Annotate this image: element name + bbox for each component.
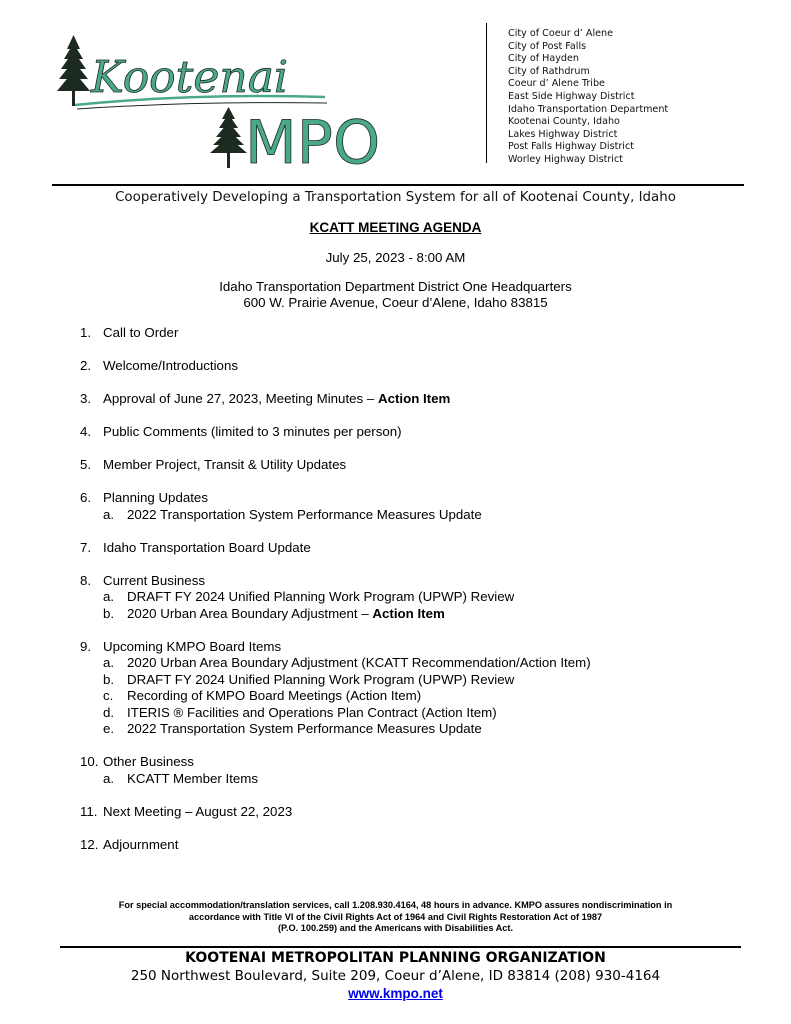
agenda-subitem bbox=[103, 688, 740, 705]
agenda-item-text: Other Business bbox=[103, 754, 194, 769]
pine-tree-icon bbox=[57, 35, 90, 106]
agenda-item-number: 9. bbox=[80, 638, 92, 654]
member-agency: City of Rathdrum bbox=[508, 65, 590, 77]
agenda-item-number: 11. bbox=[80, 803, 98, 819]
agenda-item bbox=[80, 457, 740, 474]
agenda-item bbox=[80, 754, 740, 787]
organization-address: 250 Northwest Boulevard, Suite 209, Coeur d’Alene, ID 83814 (208) 930-4164 bbox=[130, 968, 661, 984]
agenda-item bbox=[80, 837, 740, 854]
subitem-letter: b. bbox=[103, 671, 115, 687]
member-agency: City of Coeur d’ Alene bbox=[508, 28, 613, 39]
agenda-item-number: 10. bbox=[80, 754, 99, 769]
notice-line: (P.O. 100.259) and the Americans with Disabilities Act. bbox=[277, 923, 514, 933]
action-item-label: Action Item bbox=[377, 391, 451, 406]
agenda-item-number: 5. bbox=[80, 457, 92, 472]
agenda-item-number: 4. bbox=[80, 424, 92, 439]
agenda-item-text: Idaho Transportation Board Update bbox=[103, 539, 311, 555]
agenda-item-text: Current Business bbox=[103, 572, 205, 588]
footer-rule bbox=[60, 946, 741, 948]
action-item-label: Action Item bbox=[372, 605, 445, 621]
header-rule bbox=[52, 184, 744, 186]
logo-word-mpo: MPO bbox=[245, 108, 381, 173]
agenda-item-text: Next Meeting – August 22, 2023 bbox=[103, 803, 293, 819]
member-agency: Lakes Highway District bbox=[508, 128, 618, 140]
member-agencies-list bbox=[508, 28, 668, 167]
subitem-letter: b. bbox=[103, 605, 115, 621]
organization-name: KOOTENAI METROPOLITAN PLANNING ORGANIZATION bbox=[185, 950, 606, 966]
member-agency: Coeur d’ Alene Tribe bbox=[508, 78, 605, 90]
subitem-letter: a. bbox=[103, 506, 115, 522]
website-link[interactable]: www.kmpo.net bbox=[348, 986, 443, 1001]
agenda-item-text: Welcome/Introductions bbox=[103, 358, 239, 373]
subitem-letter: e. bbox=[103, 721, 115, 736]
member-agency: Kootenai County, Idaho bbox=[508, 116, 620, 128]
agenda-item-number: 8. bbox=[80, 572, 92, 588]
agenda-item bbox=[80, 490, 740, 523]
subitem-letter: c. bbox=[103, 688, 114, 703]
accessibility-notice bbox=[60, 900, 731, 935]
agenda-item-text: Call to Order bbox=[103, 325, 179, 340]
website-container bbox=[0, 986, 791, 1001]
subitem-text: DRAFT FY 2024 Unified Planning Work Program (UPWP) Review bbox=[127, 589, 515, 604]
member-agency: City of Hayden bbox=[508, 53, 579, 65]
subitem-text: 2022 Transportation System Performance Measures Update bbox=[127, 506, 482, 522]
member-agency: Worley Highway District bbox=[508, 153, 623, 165]
subitem-text: Recording of KMPO Board Meetings (Action Item) bbox=[127, 688, 422, 703]
kootenai-mpo-logo bbox=[55, 35, 400, 173]
member-agency: Idaho Transportation Department bbox=[508, 103, 669, 115]
subitem-text: 2022 Transportation System Performance Measures Update bbox=[127, 721, 482, 736]
agenda-subitem bbox=[103, 771, 740, 788]
subitem-letter: d. bbox=[103, 704, 115, 720]
agenda-item bbox=[80, 540, 740, 557]
agenda-subitem bbox=[103, 507, 740, 524]
subitem-text: 2020 Urban Area Boundary Adjustment (KCATT Recommendation/Action Item) bbox=[127, 655, 591, 670]
agenda-item-text: Approval of June 27, 2023, Meeting Minutes – bbox=[103, 391, 378, 406]
agenda-item-text: Member Project, Transit & Utility Updates bbox=[103, 457, 347, 472]
subitem-text: KCATT Member Items bbox=[127, 770, 259, 786]
agenda-subitem bbox=[103, 655, 740, 672]
logo-word-kootenai: Kootenai bbox=[91, 52, 289, 103]
agenda-subitem bbox=[103, 672, 740, 689]
agenda-item bbox=[80, 391, 740, 408]
agenda-item bbox=[80, 639, 740, 738]
agenda-item-text: Planning Updates bbox=[103, 490, 208, 505]
subitem-letter: a. bbox=[103, 770, 115, 786]
member-agency: Post Falls Highway District bbox=[508, 141, 634, 153]
agenda-subitem bbox=[103, 606, 740, 623]
agenda-item bbox=[80, 424, 740, 441]
agenda-item bbox=[80, 325, 740, 342]
agenda-item bbox=[80, 804, 740, 821]
notice-line: For special accommodation/translation services, call 1.208.930.4164, 48 hours in advance. KMPO assures nondiscrimination in bbox=[118, 900, 673, 910]
subitem-text: DRAFT FY 2024 Unified Planning Work Program (UPWP) Review bbox=[127, 671, 515, 687]
agenda-item-number: 1. bbox=[80, 325, 92, 340]
subitem-letter: a. bbox=[103, 655, 115, 670]
meeting-date: July 25, 2023 - 8:00 AM bbox=[325, 250, 466, 265]
agenda-item-text: Public Comments (limited to 3 minutes per person) bbox=[103, 424, 402, 439]
agenda-subitem bbox=[103, 705, 740, 722]
agenda-item-number: 12. bbox=[80, 836, 99, 852]
member-agency: City of Post Falls bbox=[508, 40, 587, 52]
agenda-item bbox=[80, 573, 740, 623]
agenda-item bbox=[80, 358, 740, 375]
agenda-item-number: 6. bbox=[80, 490, 92, 505]
agenda-list bbox=[80, 325, 740, 870]
agenda-item-text: Adjournment bbox=[103, 836, 179, 852]
pine-tree-icon bbox=[210, 107, 247, 168]
agenda-title: KCATT MEETING AGENDA bbox=[309, 220, 482, 235]
tagline: Cooperatively Developing a Transportation System for all of Kootenai County, Idaho bbox=[115, 190, 676, 205]
agenda-item-number: 3. bbox=[80, 391, 92, 406]
subitem-letter: a. bbox=[103, 589, 115, 604]
agenda-subitem bbox=[103, 721, 740, 738]
agenda-item-text: Upcoming KMPO Board Items bbox=[103, 638, 282, 654]
agenda-subitem bbox=[103, 589, 740, 606]
header-divider bbox=[486, 23, 487, 163]
member-agency: East Side Highway District bbox=[508, 90, 635, 102]
notice-line: accordance with Title VI of the Civil Rights Act of 1964 and Civil Rights Restoration Act of 1987 bbox=[188, 911, 603, 922]
agenda-item-number: 2. bbox=[80, 358, 92, 373]
meeting-address: 600 W. Prairie Avenue, Coeur d’Alene, Idaho 83815 bbox=[243, 295, 548, 310]
subitem-text: 2020 Urban Area Boundary Adjustment – bbox=[127, 605, 373, 621]
subitem-text: ITERIS ® Facilities and Operations Plan Contract (Action Item) bbox=[127, 704, 497, 720]
meeting-location: Idaho Transportation Department District One Headquarters bbox=[219, 279, 572, 294]
agenda-item-number: 7. bbox=[80, 539, 92, 555]
